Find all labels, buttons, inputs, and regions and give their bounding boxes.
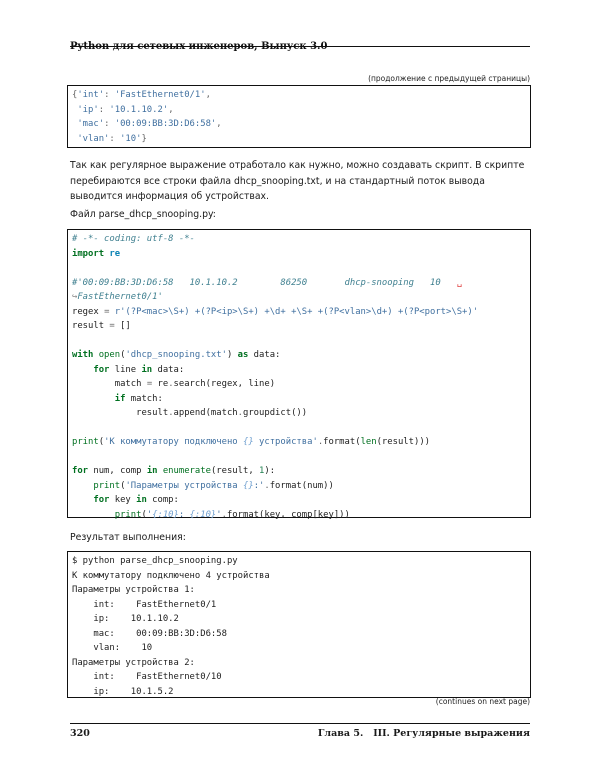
output-line: mac: 00:09:BB:3D:D6:58 [72, 628, 227, 639]
code-line: 'ip': '10.1.10.2', [77, 104, 174, 115]
file-label: Файл parse_dhcp_snooping.py: [70, 209, 216, 220]
output-line: К коммутатору подключено 4 устройства [72, 570, 270, 581]
output-line: ip: 10.1.5.2 [72, 686, 174, 697]
dict-code-block [67, 85, 531, 148]
code-line: #'00:09:BB:3D:D6:58 10.1.10.2 86250 dhcp-snooping 10 ␣ [72, 277, 463, 288]
running-header [70, 34, 530, 53]
code-line: with open('dhcp_snooping.txt') as data: [72, 350, 281, 360]
code-line: for num, comp in enumerate(result, 1): [72, 466, 276, 476]
code-line: for line in data: [93, 364, 185, 375]
code-line: {'int': 'FastEthernet0/1', [72, 90, 211, 100]
code-line: match = re.search(regex, line) [72, 379, 276, 389]
output-code [68, 552, 530, 701]
continues-next-page-label: (continues on next page) [435, 697, 530, 706]
dict-code [68, 86, 530, 148]
output-line: ip: 10.1.10.2 [72, 614, 179, 624]
code-line: regex = r'(?P<mac>\S+) +(?P<ip>\S+) +\d+ +\S+ +(?P<vlan>\d+) +(?P<port>\S+)' [72, 306, 479, 317]
output-line: $ python parse_dhcp_snooping.py [72, 556, 238, 566]
code-line: if match: [114, 393, 163, 404]
code-line: for key in comp: [93, 495, 179, 505]
code-line: import re [72, 248, 121, 259]
paragraph-description: Так как регулярное выражение отработало как нужно, можно создавать скрипт. В скрипте перебираются все строки файла dhcp_snooping.txt, и на стандартный поток вывода выводится информация об устройствах. [70, 160, 525, 202]
output-code-block [67, 551, 531, 698]
footer-divider [70, 723, 530, 724]
code-line: print('Параметры устройства {}:'.format(num)) [93, 480, 334, 491]
code-line: ↪FastEthernet0/1' [72, 292, 163, 302]
output-line: int: FastEthernet0/10 [72, 672, 222, 682]
script-code-block [67, 229, 531, 518]
code-line: print('{:10}: {:10}'.format(key, comp[key])) [114, 509, 350, 520]
code-line: print('К коммутатору подключено {} устройства'.format(len(result))) [72, 437, 431, 447]
code-line: result = [] [72, 321, 131, 331]
script-code [68, 230, 530, 524]
code-line: result.append(match.groupdict()) [72, 408, 308, 418]
output-line: Параметры устройства 1: [72, 585, 195, 595]
result-label: Результат выполнения: [70, 532, 186, 543]
output-line: vlan: 10 [72, 643, 153, 653]
continued-from-label: (продолжение с предыдущей страницы) [368, 74, 530, 83]
code-line: # -*- coding: utf-8 -*- [72, 234, 195, 244]
output-line: Параметры устройства 2: [72, 657, 195, 668]
code-line: 'mac': '00:09:BB:3D:D6:58', [77, 119, 222, 129]
code-line: 'vlan': '10'} [77, 133, 147, 144]
chapter-title: Глава 5. III. Регулярные выражения [317, 728, 530, 739]
header-divider [70, 46, 530, 47]
page-number: 320 [70, 728, 90, 739]
output-line: int: FastEthernet0/1 [72, 599, 217, 610]
